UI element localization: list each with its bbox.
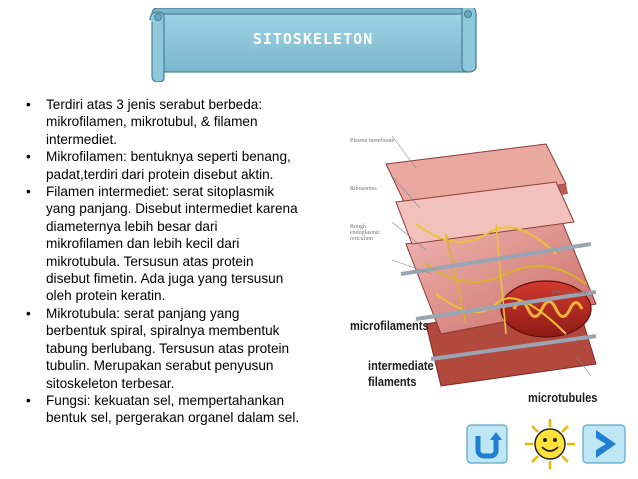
label-intermediate: intermediate	[368, 358, 434, 373]
bullet-dot: •	[26, 392, 31, 408]
bullet-line: Mikrotubula: serat panjang yang	[46, 305, 240, 321]
bullet-line: padat,terdiri dari protein disebut aktin.	[46, 166, 274, 182]
cytoskeleton-figure	[346, 124, 624, 424]
bullet-item	[22, 148, 322, 183]
bullet-dot: •	[26, 97, 31, 112]
bullet-line: intermediet.	[46, 131, 118, 147]
bullet-line: Terdiri atas 3 jenis serabut berbeda:	[46, 97, 263, 112]
home-button[interactable]	[524, 418, 576, 470]
bullet-dot: •	[26, 184, 31, 200]
back-button[interactable]	[466, 424, 508, 464]
bullet-line: tabung berlubang. Tersusun atas protein	[46, 340, 290, 356]
label-filaments: filaments	[368, 374, 417, 389]
label-ribosomes: Ribosomes	[350, 186, 377, 192]
bullet-line: yang panjang. Disebut intermediet karena	[46, 201, 298, 217]
smiley-sun-icon	[524, 418, 576, 470]
bullet-item	[22, 305, 322, 392]
bullet-line: sitoskeleton terbesar.	[46, 375, 175, 391]
label-mitochondrion: Mitochondrion	[552, 290, 588, 296]
bullet-line: diameternya lebih besar dari	[46, 218, 218, 234]
chevron-right-icon	[582, 424, 626, 464]
label-rough-er: Rough endoplasmic reticulum	[350, 224, 381, 242]
label-microfilaments: microfilaments	[350, 318, 429, 333]
bullet-line: bentuk sel, pergerakan organel dalam sel.	[46, 410, 300, 426]
bullet-line: oleh protein keratin.	[46, 288, 166, 304]
bullet-line: Mikrofilamen: bentuknya seperti benang,	[46, 149, 291, 165]
bullet-dot: •	[26, 149, 31, 165]
bullet-item	[22, 392, 322, 427]
bullet-line: mikrotubula. Tersusun atas protein	[46, 253, 254, 269]
bullet-line: tubulin. Merupakan serabut penyusun	[46, 358, 274, 374]
bullet-line: mikrofilamen dan lebih kecil dari	[46, 236, 240, 252]
label-microtubules: microtubules	[528, 390, 598, 405]
bullet-line: Filamen intermediet: serat sitoplasmik	[46, 184, 275, 200]
bullet-line: Fungsi: kekuatan sel, mempertahankan	[46, 392, 285, 408]
page-title: SITOSKELETON	[252, 30, 374, 48]
bullet-item	[22, 96, 322, 148]
bullet-line: mikrofilamen, mikrotubul, & filamen	[46, 114, 258, 130]
label-plasma-membrane: Plasma membrane	[350, 138, 395, 144]
next-button[interactable]	[582, 424, 626, 464]
bullet-line: disebut fimetin. Ada juga yang tersusun	[46, 271, 284, 287]
bullet-item	[22, 183, 322, 305]
bullet-list	[22, 96, 322, 427]
bullet-line: berbentuk spiral, spiralnya membentuk	[46, 323, 280, 339]
bullet-dot: •	[26, 305, 31, 321]
title-banner	[148, 8, 478, 82]
u-turn-arrow-icon	[466, 424, 508, 464]
